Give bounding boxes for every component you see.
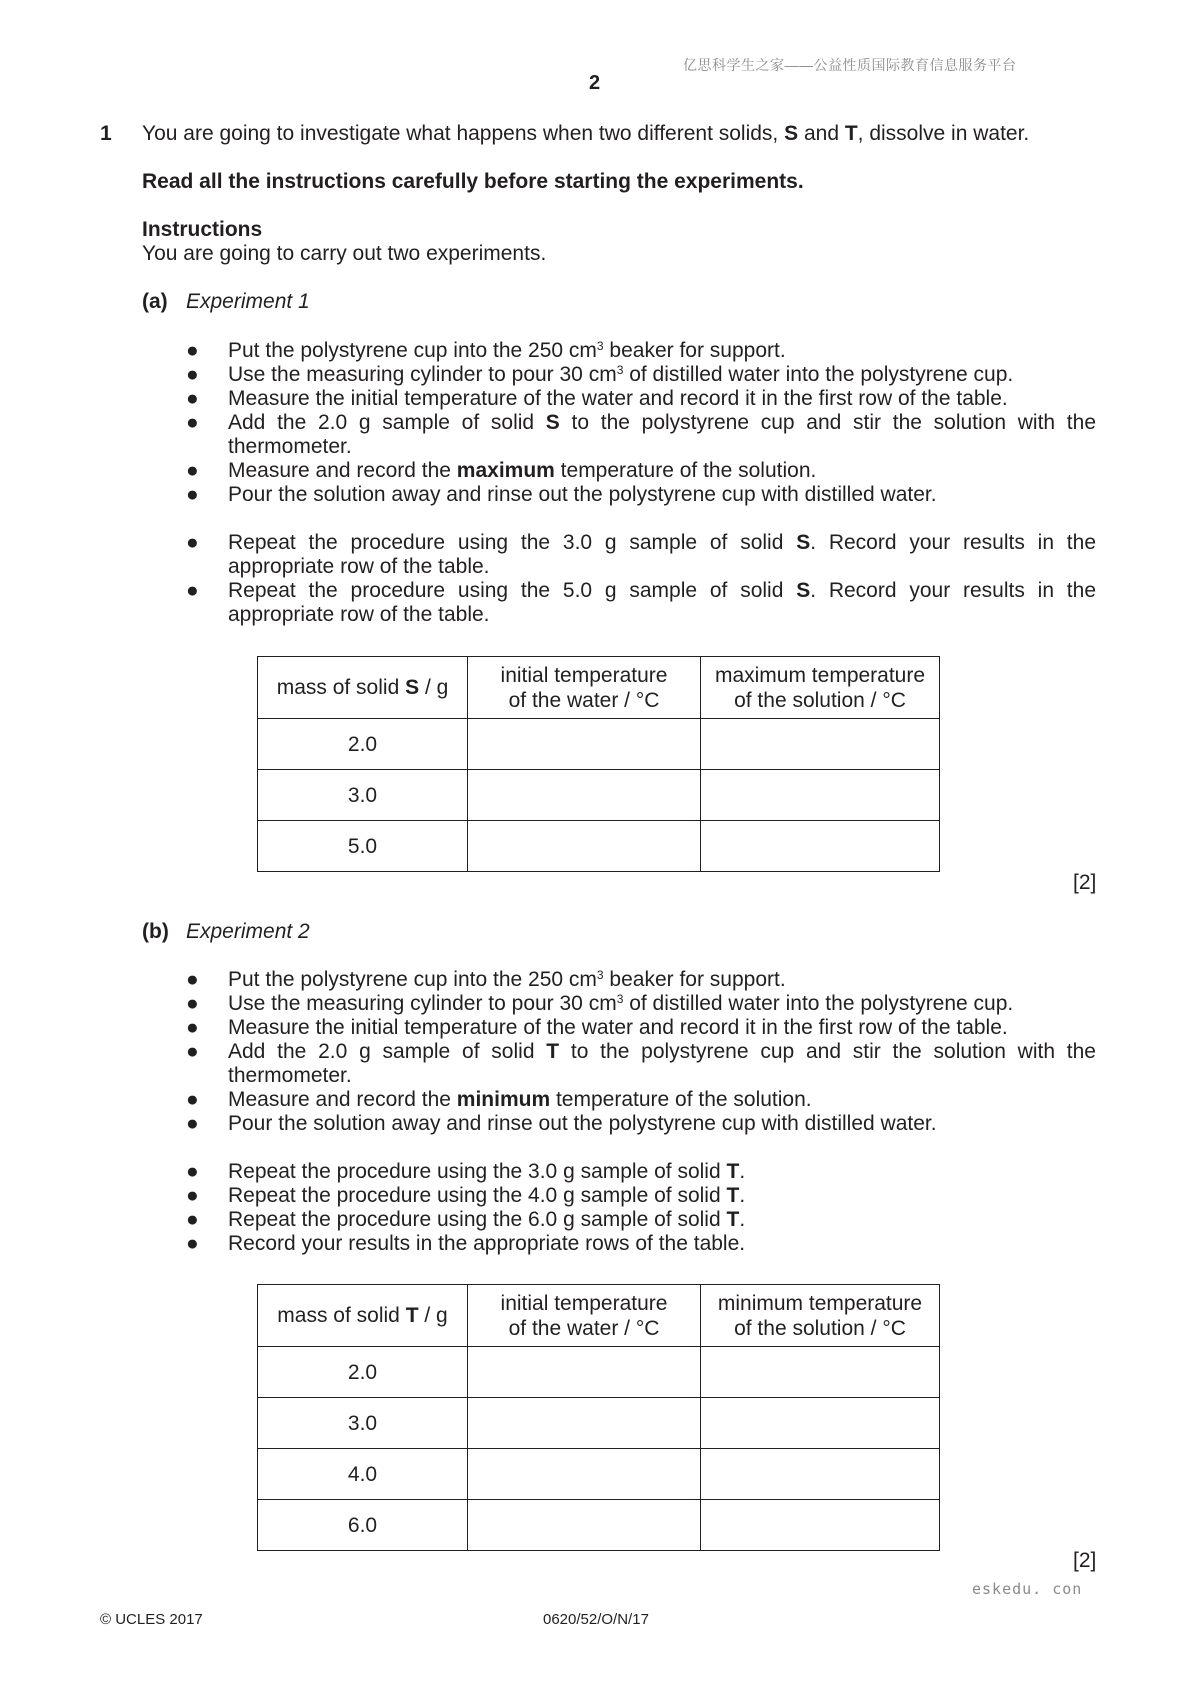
bullet-icon: ● bbox=[186, 339, 199, 362]
bullet-icon: ● bbox=[186, 411, 199, 434]
mass-cell: 6.0 bbox=[258, 1500, 468, 1551]
part-b-label: (b) bbox=[142, 920, 169, 943]
bullet-icon: ● bbox=[186, 968, 199, 991]
table-header: maximum temperature of the solution / °C bbox=[701, 657, 940, 719]
bullet-icon: ● bbox=[186, 363, 199, 386]
list-item: ● Repeat the procedure using the 5.0 g sample of solid S. Record your results in the appropriate row of the table. bbox=[186, 579, 1096, 626]
table-row bbox=[258, 1500, 940, 1551]
list-item: ● Add the 2.0 g sample of solid T to the polystyrene cup and stir the solution with the thermometer. bbox=[186, 1040, 1096, 1087]
maximum-temperature-cell[interactable] bbox=[701, 770, 940, 821]
part-a-label: (a) bbox=[142, 290, 168, 313]
list-item: ● Record your results in the appropriate rows of the table. bbox=[186, 1232, 746, 1255]
table-header: mass of solid T / g bbox=[258, 1285, 468, 1347]
part-a-title: Experiment 1 bbox=[186, 290, 310, 313]
instructions-heading: Instructions bbox=[142, 218, 263, 241]
bullet-icon: ● bbox=[186, 483, 199, 506]
initial-temperature-cell[interactable] bbox=[468, 1500, 701, 1551]
initial-temperature-cell[interactable] bbox=[468, 1449, 701, 1500]
question-number: 1 bbox=[100, 122, 112, 145]
list-item: ● Use the measuring cylinder to pour 30 $cm^3$ of distilled water into the polystyrene cup. bbox=[186, 363, 1014, 386]
bullet-icon: ● bbox=[186, 459, 199, 482]
list-item: ● Repeat the procedure using the 6.0 g sample of solid T. bbox=[186, 1208, 746, 1231]
list-item: ● Add the 2.0 g sample of solid S to the polystyrene cup and stir the solution with the thermometer. bbox=[186, 411, 1096, 458]
list-item: ● Pour the solution away and rinse out the polystyrene cup with distilled water. bbox=[186, 1112, 937, 1135]
initial-temperature-cell[interactable] bbox=[468, 770, 701, 821]
mass-cell: 5.0 bbox=[258, 821, 468, 872]
bullet-icon: ● bbox=[186, 1160, 199, 1183]
mass-cell: 3.0 bbox=[258, 1398, 468, 1449]
paper-code: 0620/52/O/N/17 bbox=[543, 1611, 649, 1628]
list-item: ● Measure and record the minimum temperature of the solution. bbox=[186, 1088, 812, 1111]
mass-cell: 2.0 bbox=[258, 1347, 468, 1398]
list-item: ● Measure and record the maximum temperature of the solution. bbox=[186, 459, 817, 482]
maximum-temperature-cell[interactable] bbox=[701, 719, 940, 770]
experiment-1-results-table bbox=[257, 656, 940, 872]
list-item: ● Pour the solution away and rinse out the polystyrene cup with distilled water. bbox=[186, 483, 937, 506]
table-row bbox=[258, 1449, 940, 1500]
table-header: mass of solid S / g bbox=[258, 657, 468, 719]
part-b-marks: [2] bbox=[1073, 1549, 1097, 1572]
part-a-marks: [2] bbox=[1073, 871, 1097, 894]
list-item: ● Measure the initial temperature of the water and record it in the first row of the table. bbox=[186, 1016, 1008, 1039]
question-intro: You are going to investigate what happens when two different solids, S and T, dissolve in water. bbox=[142, 122, 1030, 145]
experiment-2-results-table bbox=[257, 1284, 940, 1551]
watermark-header: 亿思科学生之家——公益性质国际教育信息服务平台 bbox=[683, 57, 1017, 73]
bullet-icon: ● bbox=[186, 1040, 199, 1063]
part-a-instructions bbox=[186, 339, 1096, 627]
bullet-icon: ● bbox=[186, 1184, 199, 1207]
list-item: ● Repeat the procedure using the 4.0 g sample of solid T. bbox=[186, 1184, 746, 1207]
bullet-icon: ● bbox=[186, 1016, 199, 1039]
bullet-icon: ● bbox=[186, 579, 199, 602]
mass-cell: 3.0 bbox=[258, 770, 468, 821]
copyright: © UCLES 2017 bbox=[100, 1611, 203, 1628]
table-row bbox=[258, 821, 940, 872]
bullet-icon: ● bbox=[186, 1232, 199, 1255]
bullet-icon: ● bbox=[186, 531, 199, 554]
table-header: initial temperature of the water / °C bbox=[468, 657, 701, 719]
minimum-temperature-cell[interactable] bbox=[701, 1449, 940, 1500]
list-item: ● Use the measuring cylinder to pour 30 $cm^3$ of distilled water into the polystyrene cup. bbox=[186, 992, 1014, 1015]
initial-temperature-cell[interactable] bbox=[468, 1398, 701, 1449]
initial-temperature-cell[interactable] bbox=[468, 719, 701, 770]
list-item: ● Put the polystyrene cup into the 250 $cm^3$ beaker for support. bbox=[186, 339, 786, 362]
table-header: minimum temperature of the solution / °C bbox=[701, 1285, 940, 1347]
list-item: ● Repeat the procedure using the 3.0 g sample of solid S. Record your results in the appropriate row of the table. bbox=[186, 531, 1096, 578]
list-item: ● Put the polystyrene cup into the 250 $cm^3$ beaker for support. bbox=[186, 968, 786, 991]
list-item: ● Measure the initial temperature of the water and record it in the first row of the table. bbox=[186, 387, 1008, 410]
initial-temperature-cell[interactable] bbox=[468, 1347, 701, 1398]
table-row bbox=[258, 770, 940, 821]
read-instructions-note: Read all the instructions carefully before starting the experiments. bbox=[142, 170, 804, 193]
minimum-temperature-cell[interactable] bbox=[701, 1500, 940, 1551]
bullet-icon: ● bbox=[186, 1112, 199, 1135]
mass-cell: 2.0 bbox=[258, 719, 468, 770]
watermark-footer: eskedu. con bbox=[972, 1580, 1083, 1598]
list-item: ● Repeat the procedure using the 3.0 g sample of solid T. bbox=[186, 1160, 746, 1183]
instructions-text: You are going to carry out two experiments. bbox=[142, 242, 547, 265]
part-b-title: Experiment 2 bbox=[186, 920, 310, 943]
table-row bbox=[258, 719, 940, 770]
page-number: 2 bbox=[589, 72, 601, 94]
bullet-icon: ● bbox=[186, 1208, 199, 1231]
initial-temperature-cell[interactable] bbox=[468, 821, 701, 872]
bullet-icon: ● bbox=[186, 387, 199, 410]
table-row bbox=[258, 1398, 940, 1449]
minimum-temperature-cell[interactable] bbox=[701, 1347, 940, 1398]
table-header: initial temperature of the water / °C bbox=[468, 1285, 701, 1347]
part-b-instructions bbox=[186, 968, 1096, 1256]
minimum-temperature-cell[interactable] bbox=[701, 1398, 940, 1449]
table-row bbox=[258, 1347, 940, 1398]
bullet-icon: ● bbox=[186, 992, 199, 1015]
mass-cell: 4.0 bbox=[258, 1449, 468, 1500]
bullet-icon: ● bbox=[186, 1088, 199, 1111]
maximum-temperature-cell[interactable] bbox=[701, 821, 940, 872]
